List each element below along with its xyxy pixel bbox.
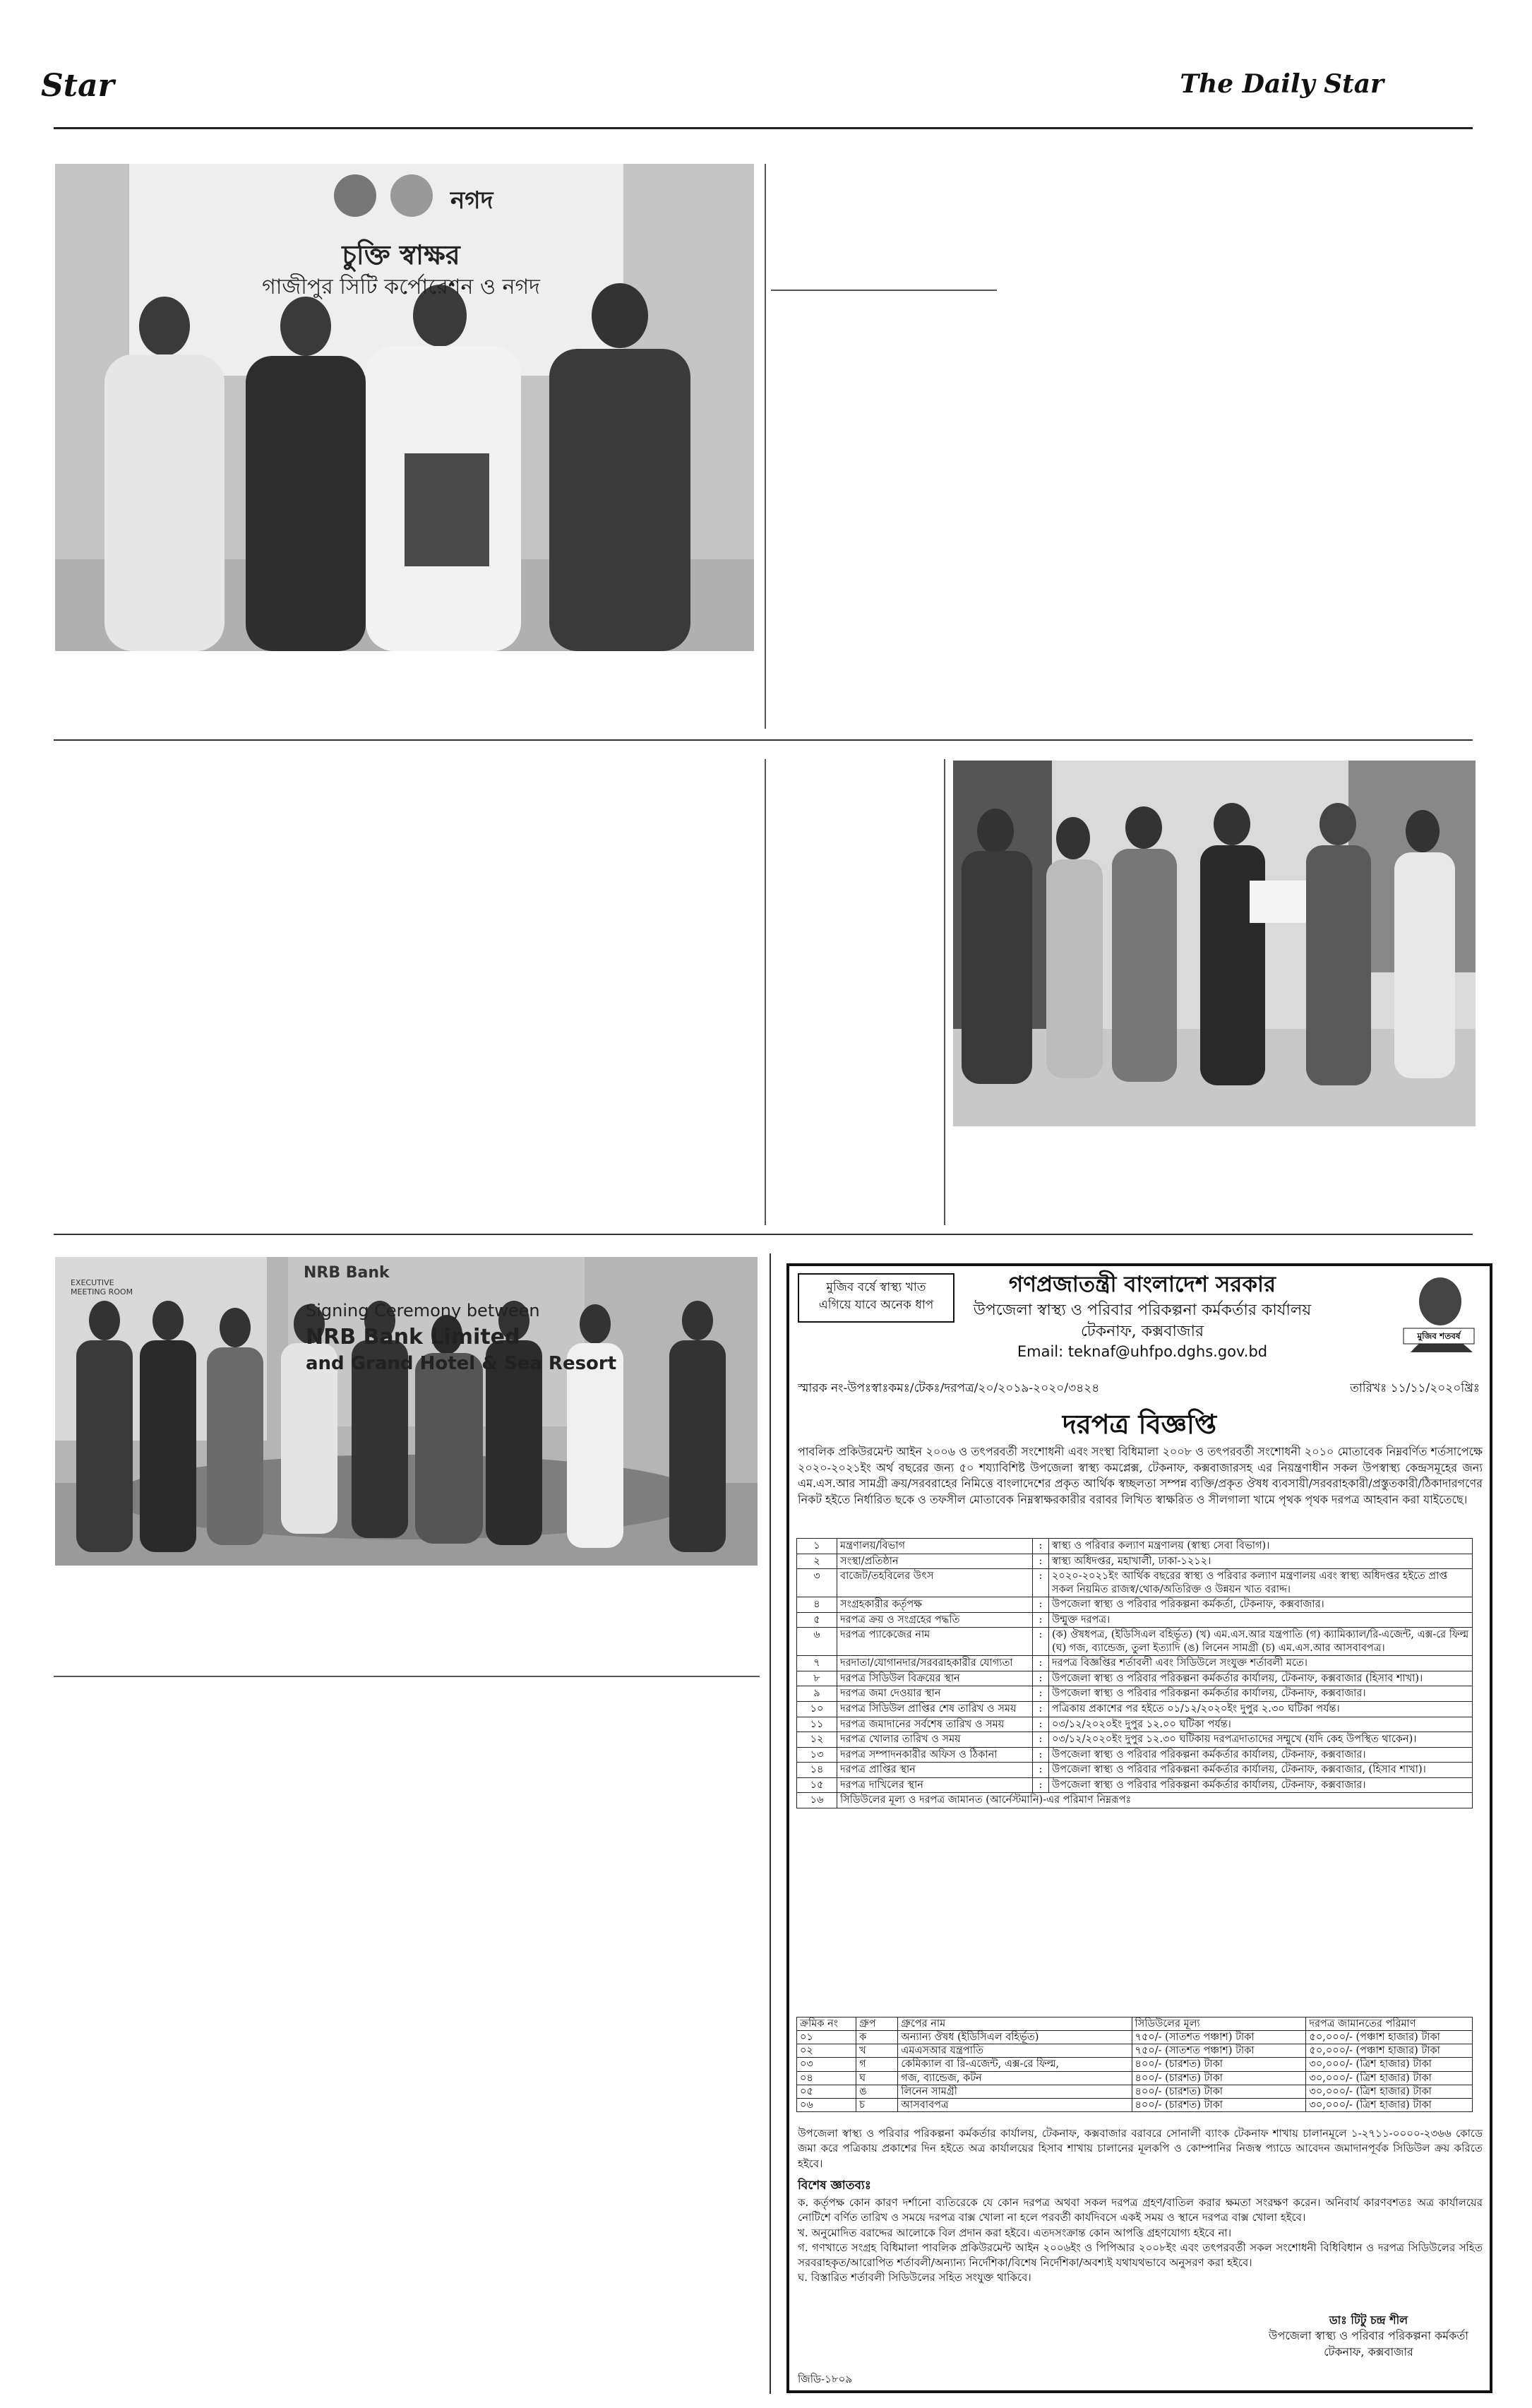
- spec-value: উপজেলা স্বাস্থ্য ও পরিবার পরিকল্পনা কর্মকর্তার কার্যালয়, টেকনাফ, কক্সবাজার (হিসাব শাখা)।: [1049, 1671, 1473, 1686]
- spec-label: দরপত্র খোলার তারিখ ও সময়: [837, 1732, 1033, 1748]
- column-divider-4: [770, 1253, 771, 2394]
- spec-colon: :: [1033, 1717, 1049, 1732]
- mujib-year-slogan-box: [798, 1273, 954, 1323]
- memo-number: স্মারক নং-উপঃস্বাঃকমঃ/টেকঃ/দরপত্র/২০/২০১৯-২০২০/৩৪২৪: [798, 1381, 1100, 1395]
- spec-colon: :: [1033, 1747, 1049, 1763]
- spec-row: [797, 1671, 1473, 1686]
- spec-label: দরপত্র সিডিউল প্রাপ্তির শেষ তারিখ ও সময়: [837, 1702, 1033, 1717]
- spec-value: ০৩/১২/২০২০ইং দুপুর ১২.০০ ঘটিকা পর্যন্ত।: [1049, 1717, 1473, 1732]
- spec-colon: :: [1033, 1628, 1049, 1656]
- spec-label: দরপত্র জমাদানের সর্বশেষ তারিখ ও সময়: [837, 1717, 1033, 1732]
- spec-row: [797, 1763, 1473, 1778]
- spec-value: ২০২০-২০২১ইং আর্থিক বছরের স্বাস্থ্য ও পরিবার কল্যাণ মন্ত্রণালয় এবং স্বাস্থ্য অধিদপ্তর হইতে প্রাপ্ত সকল নিয়মিত রাজস্ব/থোক/অতিরিক্ত ও উন্নয়ন খাত বরাদ্দ।: [1049, 1569, 1473, 1597]
- mujib-portrait-logo: [1396, 1269, 1480, 1352]
- fee-row: [797, 2085, 1473, 2098]
- column-divider-3: [944, 759, 945, 1225]
- signer-place: টেকনাফ, কক্সবাজার: [1324, 2344, 1413, 2359]
- memo-date: তারিখঃ ১১/১১/২০২০খ্রিঃ: [1350, 1381, 1480, 1395]
- special-notes-list: [798, 2195, 1483, 2286]
- signature-block: [1269, 2313, 1468, 2360]
- fee-cell: ০২: [797, 2044, 856, 2058]
- nrb-banner-line3: and Grand Hotel & Sea Resort: [306, 1353, 617, 1374]
- spec-value: উন্মুক্ত দরপত্র।: [1049, 1612, 1473, 1628]
- nrb-logo-text: NRB Bank: [304, 1264, 390, 1282]
- fee-header-cell: গ্রুপ: [856, 2017, 898, 2031]
- fee-header-cell: সিডিউলের মূল্য: [1132, 2017, 1306, 2031]
- spec-no: ১০: [797, 1702, 837, 1717]
- spec-no: ১১: [797, 1717, 837, 1732]
- spec-no: ৫: [797, 1612, 837, 1628]
- tender-intro-paragraph: পাবলিক প্রকিউরমেন্ট আইন ২০০৬ ও তৎপরবর্তী সংশোধনী এবং সংস্থা বিধিমালা ২০০৮ ও তৎপরবর্তী সংশোধনী ২০১০ মোতাবেক নিম্নবর্ণিত শর্তসাপেক্ষে ২০২০-২০২১ইং অর্থ বছরের জন্য ৫০ শয্যাবিশিষ্ট উপজেলা স্বাস্থ্য কমপ্লেক্স, টেকনাফ, কক্সবাজারসহ এর নিয়ন্ত্রণাধীন সকল উপস্বাস্থ্য কেন্দ্রসমূহের জন্য এম.এস.আর সামগ্রী ক্রয়/সরবরাহের নিমিত্তে বাংলাদেশের প্রকৃত আর্থিক স্বচ্ছলতা সম্পন্ন ব্যক্তি/প্রকৃত ঔষধ ব্যবসায়ী/সরবরাহকারী/প্রস্তুতকারী/ঠিকাদারগণের নিকট হইতে নির্ধারিত ছকে ও তফসীল মোতাবেক নিম্নস্বাক্ষরকারীর বরাবর লিখিত স্বাক্ষরিত ও সীলগালা খামে পৃথক পৃথক দরপত্র আহবান করা যাইতেছে।: [798, 1445, 1483, 1507]
- spec-row: [797, 1656, 1473, 1671]
- fee-cell: ৪০০/- (চারশত) টাকা: [1132, 2058, 1306, 2071]
- office-name: উপজেলা স্বাস্থ্য ও পরিবার পরিকল্পনা কর্মকর্তার কার্যালয়: [973, 1301, 1312, 1319]
- spec-no: ৬: [797, 1628, 837, 1656]
- spec-row-16: [797, 1793, 1473, 1808]
- spec-colon: :: [1033, 1554, 1049, 1569]
- fee-cell: আসবাবপত্র: [898, 2098, 1132, 2111]
- spec-label: দরপত্র ক্রয় ও সংগ্রহের পদ্ধতি: [837, 1612, 1033, 1628]
- fee-cell: ৪০০/- (চারশত) টাকা: [1132, 2098, 1306, 2111]
- spec-no: ১৫: [797, 1777, 837, 1793]
- fee-cell: এমএসআর যন্ত্রপাতি: [898, 2044, 1132, 2058]
- column-divider-2: [765, 759, 766, 1225]
- spec-no: ১৪: [797, 1763, 837, 1778]
- spec-colon: :: [1033, 1597, 1049, 1613]
- fee-cell: ০৬: [797, 2098, 856, 2111]
- fee-cell: ৭৫০/- (সাতশত পঞ্চাশ) টাকা: [1132, 2044, 1306, 2058]
- spec-no: ৩: [797, 1569, 837, 1597]
- fee-row: [797, 2044, 1473, 2058]
- fee-cell: ০৪: [797, 2071, 856, 2085]
- spec-colon: :: [1033, 1671, 1049, 1686]
- fee-row: [797, 2031, 1473, 2044]
- photo-nrb-bank-signing: [55, 1257, 758, 1566]
- spec-colon: :: [1033, 1702, 1049, 1717]
- spec-value: (ক) ঔষধপত্র, (ইডিসিএল বহির্ভূত) (খ) এম.এস.আর যন্ত্রপাতি (গ) ক্যামিক্যাল/রি-এজেন্ট, এক্স-রে ফিল্ম (ঘ) গজ, ব্যান্ডেজ, তুলা ইত্যাদি (ঙ) লিনেন সামগ্রী (চ) এম.এস.আর আসবাবপত্র।: [1049, 1628, 1473, 1656]
- masthead-star-logo: Star: [41, 68, 114, 104]
- spec-colon: :: [1033, 1569, 1049, 1597]
- special-note: ক. কর্তৃপক্ষ কোন কারণ দর্শানো ব্যতিরেকে যে কোন দরপত্র অথবা সকল দরপত্র গ্রহণ/বাতিল করার ক্ষমতা সংরক্ষণ করেন। অনিবার্য কারণবশতঃ অত্র কার্যালয়ের নোটিশে বর্ণিত তারিখ ও সময়ে দরপত্র বাক্স খোলা না হলে পরবর্তী কার্যদিবসে একই সময় ও স্থানে দরপত্র বাক্স খোলা হইবে।: [798, 2196, 1483, 2224]
- spec-colon: :: [1033, 1539, 1049, 1554]
- spec-row: [797, 1717, 1473, 1732]
- gazipur-banner-line1: চুক্তি স্বাক্ষর: [342, 239, 460, 270]
- fee-cell: চ: [856, 2098, 898, 2111]
- fee-cell: খ: [856, 2044, 898, 2058]
- masthead-daily-star-logo: The Daily Star: [1180, 69, 1384, 99]
- spec-label: সংস্থা/প্রতিষ্ঠান: [837, 1554, 1033, 1569]
- spec-colon: :: [1033, 1612, 1049, 1628]
- spec-label: দরপত্র প্যাকেজের নাম: [837, 1628, 1033, 1656]
- office-email: Email: teknaf@uhfpo.dghs.gov.bd: [1017, 1343, 1268, 1361]
- fee-cell: ৫০,০০০/- (পঞ্চাশ হাজার) টাকা: [1306, 2044, 1473, 2058]
- spec-row: [797, 1554, 1473, 1569]
- short-rule-bottom-left: [54, 1676, 760, 1677]
- slogan-line2: এগিয়ে যাবে অনেক ধাপ: [818, 1297, 934, 1312]
- spec-label: দরদাতা/যোগানদার/সরবরাহকারীর যোগ্যতা: [837, 1656, 1033, 1671]
- tender-notice-headline: দরপত্র বিজ্ঞপ্তি: [1062, 1408, 1217, 1440]
- spec-value: উপজেলা স্বাস্থ্য ও পরিবার পরিকল্পনা কর্মকর্তার কার্যালয়, টেকনাফ, কক্সবাজার।: [1049, 1747, 1473, 1763]
- spec-row: [797, 1686, 1473, 1702]
- spec-row: [797, 1747, 1473, 1763]
- spec-value: দরপত্র বিজ্ঞপ্তির শর্তাবলী এবং সিডিউলে সংযুক্ত শর্তাবলী মতে।: [1049, 1656, 1473, 1671]
- special-note: ঘ. বিস্তারিত শর্তাবলী সিডিউলের সহিত সংযুক্ত থাকিবে।: [798, 2271, 1031, 2284]
- masthead-rule: [54, 127, 1473, 129]
- spec-value: ০৩/১২/২০২০ইং দুপুর ১২.৩০ ঘটিকায় দরপত্রদাতাদের সম্মুখে (যদি কেহ উপস্থিত থাকেন)।: [1049, 1732, 1473, 1748]
- spec-label: দরপত্র সিডিউল বিক্রয়ের স্থান: [837, 1671, 1033, 1686]
- gazipur-banner-line2: গাজীপুর সিটি কর্পোরেশন ও নগদ: [262, 275, 540, 299]
- spec-value: উপজেলা স্বাস্থ্য ও পরিবার পরিকল্পনা কর্মকর্তার কার্যালয়, টেকনাফ, কক্সবাজার, (হিসাব শাখা)।: [1049, 1763, 1473, 1778]
- gazipur-logo-text: নগদ: [450, 186, 493, 215]
- schedule-fee-table: [796, 2017, 1473, 2112]
- photo-cheque-handover: [953, 761, 1476, 1126]
- photo-gazipur-signing: [55, 164, 754, 651]
- spec-label: দরপত্র প্রাপ্তির স্থান: [837, 1763, 1033, 1778]
- fee-row: [797, 2098, 1473, 2111]
- short-rule-top-right: [771, 290, 997, 291]
- nrb-banner-line2: NRB Bank Limited: [306, 1325, 520, 1349]
- spec-value: উপজেলা স্বাস্থ্য ও পরিবার পরিকল্পনা কর্মকর্তার কার্যালয়, টেকনাফ, কক্সবাজার।: [1049, 1777, 1473, 1793]
- spec-row: [797, 1597, 1473, 1613]
- fee-cell: ৩০,০০০/- (ত্রিশ হাজার) টাকা: [1306, 2098, 1473, 2111]
- fee-header-cell: দরপত্র জামানতের পরিমাণ: [1306, 2017, 1473, 2031]
- fee-cell: গজ, ব্যান্ডেজ, কটন: [898, 2071, 1132, 2085]
- special-note: খ. অনুমোদিত বরাদ্দের আলোকে বিল প্রদান করা হইবে। এতদসংক্রান্ত কোন আপত্তি গ্রহণযোগ্য হইবে না।: [798, 2226, 1232, 2239]
- spec-no: ৯: [797, 1686, 837, 1702]
- fee-cell: গ: [856, 2058, 898, 2071]
- fee-row: [797, 2071, 1473, 2085]
- spec-row: [797, 1777, 1473, 1793]
- spec-no: ৭: [797, 1656, 837, 1671]
- spec-row: [797, 1732, 1473, 1748]
- fee-header-row: [797, 2017, 1473, 2031]
- spec-value: উপজেলা স্বাস্থ্য ও পরিবার পরিকল্পনা কর্মকর্তা, টেকনাফ, কক্সবাজার।: [1049, 1597, 1473, 1613]
- fee-cell: ৩০,০০০/- (ত্রিশ হাজার) টাকা: [1306, 2085, 1473, 2098]
- fee-header-cell: ক্রমিক নং: [797, 2017, 856, 2031]
- column-divider-1: [765, 164, 766, 729]
- government-heading: [966, 1270, 1319, 1362]
- spec-value: স্বাস্থ্য অধিদপ্তর, মহাখালী, ঢাকা-১২১২।: [1049, 1554, 1473, 1569]
- spec-no: ১২: [797, 1732, 837, 1748]
- special-note: গ. গণখাতে সংগ্রহ বিধিমালা পাবলিক প্রকিউরমেন্ট আইন ২০০৬ইং ও পিপিআর ২০০৮ইং এবং তৎপরবর্তী সকল সংশোধনী বিধিবিধান ও দরপত্র সিডিউলের সহিত সরবরাহকৃত/আরোপিত শর্তাবলী/অন্যান্য নির্দেশিকা/বিশেষ নির্দেশিকা/অবশ্যই যথাযথভাবে অনুসরণ করা হইবে।: [798, 2241, 1483, 2270]
- fee-cell: ক: [856, 2031, 898, 2044]
- fee-cell: অন্যান্য ঔষধ (ইডিসিএল বহির্ভূত): [898, 2031, 1132, 2044]
- portrait-caption: মুজিব শতবর্ষ: [1417, 1331, 1461, 1341]
- signer-name: ডাঃ টিটু চন্দ্র শীল: [1329, 2313, 1408, 2327]
- fee-cell: ৩০,০০০/- (ত্রিশ হাজার) টাকা: [1306, 2071, 1473, 2085]
- spec-no: ১৬: [797, 1793, 837, 1808]
- fee-cell: ৭৫০/- (সাতশত পঞ্চাশ) টাকা: [1132, 2031, 1306, 2044]
- fee-cell: ৪০০/- (চারশত) টাকা: [1132, 2071, 1306, 2085]
- spec-row: [797, 1702, 1473, 1717]
- spec-no: ৮: [797, 1671, 837, 1686]
- spec-label: বাজেট/তহবিলের উৎস: [837, 1569, 1033, 1597]
- spec-label: মন্ত্রণালয়/বিভাগ: [837, 1539, 1033, 1554]
- special-notes-title: বিশেষ জ্ঞাতব্যঃ: [798, 2178, 871, 2193]
- gov-title: গণপ্রজাতন্ত্রী বাংলাদেশ সরকার: [1008, 1272, 1276, 1297]
- spec-label: সিডিউলের মূল্য ও দরপত্র জামানত (আর্নেস্টমানি)-এর পরিমাণ নিম্নরূপঃ: [837, 1793, 1473, 1808]
- spec-label: দরপত্র দাখিলের স্থান: [837, 1777, 1033, 1793]
- spec-no: ১৩: [797, 1747, 837, 1763]
- memo-line: [798, 1381, 1480, 1397]
- section-rule-1: [54, 739, 1473, 741]
- fee-cell: ৫০,০০০/- (পঞ্চাশ হাজার) টাকা: [1306, 2031, 1473, 2044]
- fee-cell: ০১: [797, 2031, 856, 2044]
- fee-cell: কেমিক্যাল বা রি-এজেন্ট, এক্স-রে ফিল্ম,: [898, 2058, 1132, 2071]
- spec-value: উপজেলা স্বাস্থ্য ও পরিবার পরিকল্পনা কর্মকর্তার কার্যালয়, টেকনাফ, কক্সবাজার।: [1049, 1686, 1473, 1702]
- fee-header-cell: গ্রুপের নাম: [898, 2017, 1132, 2031]
- fee-cell: ঘ: [856, 2071, 898, 2085]
- spec-label: দরপত্র সম্পাদনকারীর অফিস ও ঠিকানা: [837, 1747, 1033, 1763]
- tender-notice-ad: [786, 1263, 1492, 2393]
- spec-colon: :: [1033, 1656, 1049, 1671]
- slogan-line1: মুজিব বর্ষে স্বাস্থ্য খাত: [826, 1280, 926, 1294]
- fee-cell: ০৩: [797, 2058, 856, 2071]
- spec-colon: :: [1033, 1763, 1049, 1778]
- fee-cell: ৪০০/- (চারশত) টাকা: [1132, 2085, 1306, 2098]
- nrb-banner-line1: Signing Ceremony between: [306, 1301, 540, 1321]
- spec-label: সংগ্রহকারীর কর্তৃপক্ষ: [837, 1597, 1033, 1613]
- signer-title: উপজেলা স্বাস্থ্য ও পরিবার পরিকল্পনা কর্মকর্তা: [1269, 2329, 1468, 2343]
- nrb-room-sign: EXECUTIVE MEETING ROOM: [71, 1278, 133, 1297]
- tender-spec-table: [796, 1538, 1473, 1808]
- office-location: টেকনাফ, কক্সবাজার: [1080, 1322, 1204, 1340]
- spec-colon: :: [1033, 1777, 1049, 1793]
- spec-row: [797, 1628, 1473, 1656]
- spec-no: ১: [797, 1539, 837, 1554]
- spec-colon: :: [1033, 1686, 1049, 1702]
- spec-row: [797, 1569, 1473, 1597]
- fee-cell: ঙ: [856, 2085, 898, 2098]
- spec-row: [797, 1539, 1473, 1554]
- gd-code: জিডি-১৮০৯: [798, 2372, 853, 2385]
- fee-cell: ৩০,০০০/- (ত্রিশ হাজার) টাকা: [1306, 2058, 1473, 2071]
- spec-value: স্বাস্থ্য ও পরিবার কল্যাণ মন্ত্রণালয় (স্বাস্থ্য সেবা বিভাগ)।: [1049, 1539, 1473, 1554]
- payment-note: উপজেলা স্বাস্থ্য ও পরিবার পরিকল্পনা কর্মকর্তার কার্যালয়, টেকনাফ, কক্সবাজার বরাবরে সোনালী ব্যাংক টেকনাফ শাখায় চালানমূলে ১-২৭১১-০০০০-২৩৬৬ কোডে জমা করে পত্রিকায় প্রকাশের দিন হইতে অত্র কার্যালয়ের হিসাব শাখায় চালানের মূলকপি ও কোম্পানির নিজস্ব প্যাডে আবেদন জমাদানপূর্বক সিডিউল ক্রয় করিতে হইবে।: [798, 2127, 1483, 2170]
- spec-row: [797, 1612, 1473, 1628]
- spec-label: দরপত্র জমা দেওয়ার স্থান: [837, 1686, 1033, 1702]
- spec-colon: :: [1033, 1732, 1049, 1748]
- section-rule-2: [54, 1234, 1473, 1235]
- fee-row: [797, 2058, 1473, 2071]
- spec-no: ২: [797, 1554, 837, 1569]
- fee-cell: ০৫: [797, 2085, 856, 2098]
- spec-value: পত্রিকায় প্রকাশের পর হইতে ০১/১২/২০২০ইং দুপুর ২.৩০ ঘটিকা পর্যন্ত।: [1049, 1702, 1473, 1717]
- spec-no: ৪: [797, 1597, 837, 1613]
- fee-cell: লিনেন সামগ্রী: [898, 2085, 1132, 2098]
